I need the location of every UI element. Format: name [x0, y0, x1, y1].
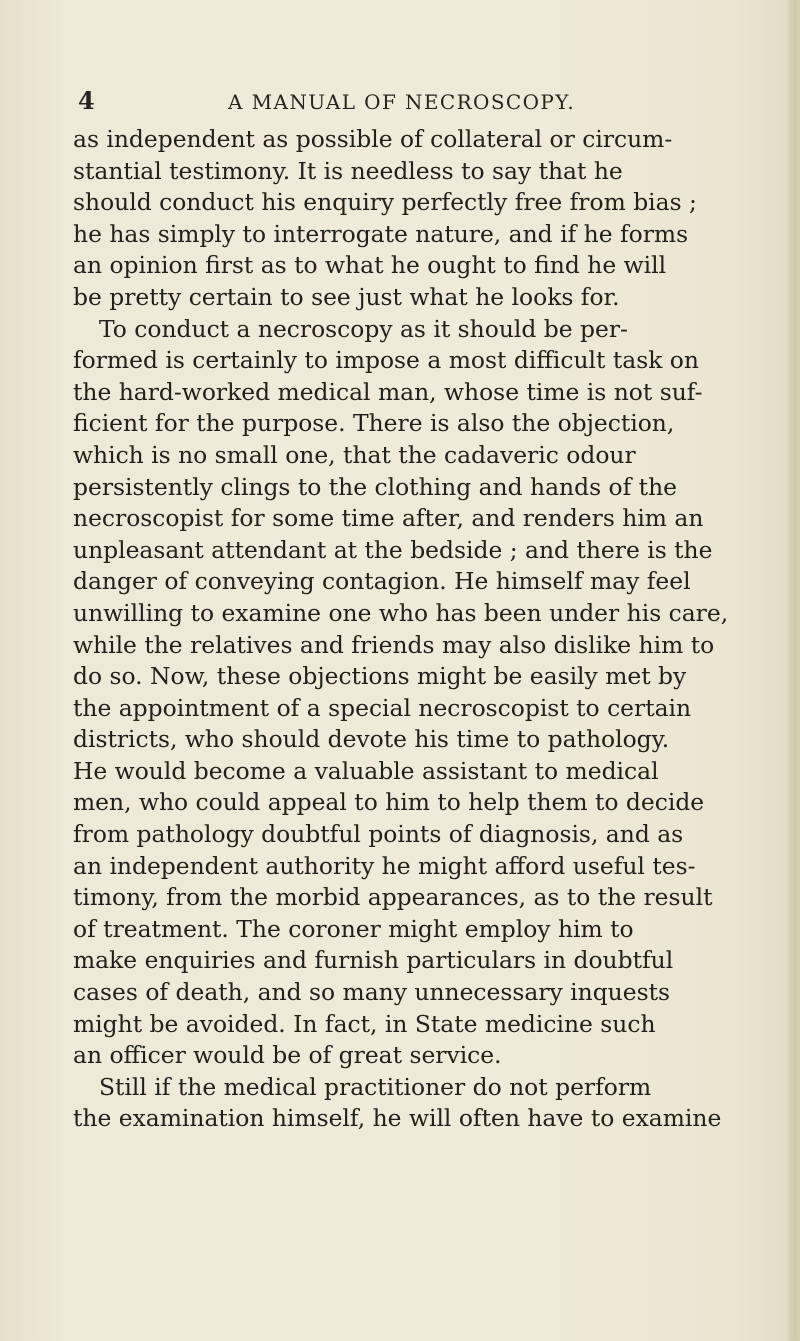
- text-line: persistently clings to the clothing and hands of the: [73, 472, 677, 501]
- text-line: the appointment of a special necroscopist to certain: [73, 693, 692, 722]
- body-text: [73, 124, 773, 1135]
- text-line: an opinion first as to what he ought to find he will: [73, 251, 667, 280]
- text-line: He would become a valuable assistant to medical: [73, 756, 659, 785]
- text-line: unwilling to examine one who has been under his care,: [73, 598, 729, 627]
- text-line: cases of death, and so many unnecessary inquests: [73, 978, 670, 1007]
- text-line: the hard-worked medical man, whose time is not suf-: [73, 377, 703, 406]
- text-line: do so. Now, these objections might be easily met by: [73, 662, 687, 691]
- text-line: should conduct his enquiry perfectly free from bias ;: [73, 188, 697, 217]
- text-line: unpleasant attendant at the bedside ; and there is the: [73, 535, 713, 564]
- text-line: of treatment. The coroner might employ him to: [73, 914, 634, 943]
- text-line: necroscopist for some time after, and renders him an: [73, 504, 704, 533]
- text-line: be pretty certain to see just what he looks for.: [73, 282, 620, 311]
- page-edge-shadow: [786, 0, 800, 1341]
- text-line: formed is certainly to impose a most difficult task on: [73, 346, 699, 375]
- text-line: from pathology doubtful points of diagnosis, and as: [73, 820, 684, 849]
- text-line: might be avoided. In fact, in State medicine such: [73, 1009, 656, 1038]
- text-line: make enquiries and furnish particulars in doubtful: [73, 946, 674, 975]
- text-line: districts, who should devote his time to pathology.: [73, 725, 670, 754]
- text-line: as independent as possible of collateral or circum-: [73, 125, 673, 153]
- text-line: men, who could appeal to him to help them to decide: [73, 788, 705, 817]
- text-line: the examination himself, he will often have to examine: [73, 1104, 722, 1133]
- text-line: an officer would be of great service.: [73, 1041, 502, 1070]
- paragraph-start-line: Still if the medical practitioner do not perform: [99, 1072, 652, 1101]
- text-line: an independent authority he might afford useful tes-: [73, 851, 696, 880]
- text-line: ficient for the purpose. There is also the objection,: [73, 409, 675, 438]
- text-line: timony, from the morbid appearances, as to the result: [73, 883, 713, 912]
- page-header: [78, 86, 768, 120]
- text-line: he has simply to interrogate nature, and if he forms: [73, 219, 689, 248]
- text-line: while the relatives and friends may also dislike him to: [73, 630, 715, 659]
- text-line: which is no small one, that the cadaveric odour: [73, 440, 636, 469]
- text-line: danger of conveying contagion. He himself may feel: [73, 567, 691, 596]
- page-number: 4: [78, 86, 95, 115]
- running-title: A MANUAL OF NECROSCOPY.: [228, 90, 576, 114]
- text-line: stantial testimony. It is needless to say that he: [73, 156, 623, 185]
- paragraph-start-line: To conduct a necroscopy as it should be per-: [99, 314, 628, 343]
